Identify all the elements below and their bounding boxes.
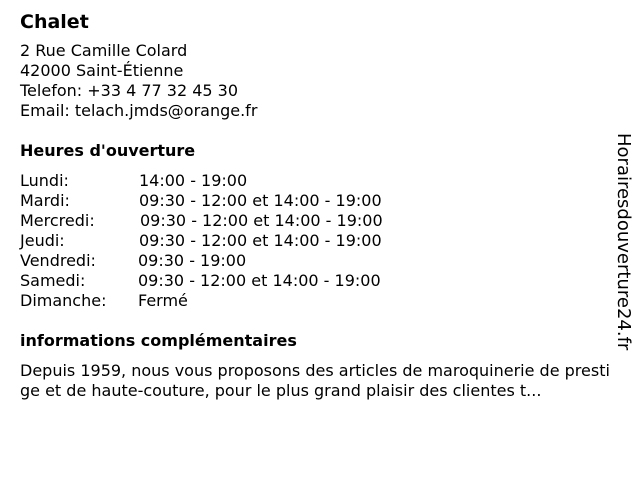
hours-time: 09:30 - 12:00 et 14:00 - 19:00 xyxy=(140,211,383,230)
email-address[interactable]: Email: telach.jmds@orange.fr xyxy=(20,101,258,120)
hours-time: 09:30 - 12:00 et 14:00 - 19:00 xyxy=(139,231,382,250)
shop-card xyxy=(20,10,620,401)
hours-day: Vendredi: xyxy=(20,251,96,270)
hours-row-jeudi xyxy=(20,231,620,251)
site-watermark: Horairesdouverture24.fr xyxy=(613,133,634,351)
hours-time: 09:30 - 12:00 et 14:00 - 19:00 xyxy=(138,271,381,290)
hours-row-mardi xyxy=(20,191,620,211)
hours-row-mercredi xyxy=(20,211,620,231)
address-street: 2 Rue Camille Colard xyxy=(20,41,188,60)
hours-day: Mardi: xyxy=(20,191,70,210)
phone-number[interactable]: Telefon: +33 4 77 32 45 30 xyxy=(20,81,239,100)
address-city: 42000 Saint-Étienne xyxy=(20,61,184,80)
additional-info-heading: informations complémentaires xyxy=(20,331,297,350)
hours-day: Mercredi: xyxy=(20,211,95,230)
hours-day: Dimanche: xyxy=(20,291,107,310)
hours-row-dimanche xyxy=(20,291,620,311)
hours-day: Jeudi: xyxy=(20,231,65,250)
hours-row-lundi xyxy=(20,171,620,191)
hours-time: Fermé xyxy=(138,291,188,310)
opening-hours-table xyxy=(20,171,620,311)
hours-day: Lundi: xyxy=(20,171,69,190)
opening-hours-heading: Heures d'ouverture xyxy=(20,141,196,160)
hours-row-vendredi xyxy=(20,251,620,271)
shop-name: Chalet xyxy=(20,11,89,33)
hours-day: Samedi: xyxy=(20,271,86,290)
hours-row-samedi xyxy=(20,271,620,291)
hours-time: 14:00 - 19:00 xyxy=(139,171,248,190)
hours-time: 09:30 - 19:00 xyxy=(138,251,247,270)
hours-time: 09:30 - 12:00 et 14:00 - 19:00 xyxy=(139,191,382,210)
shop-description: Depuis 1959, nous vous proposons des articles de maroquinerie de prestige et de haute-couture, pour le plus grand plaisir des clientes t... xyxy=(20,361,610,400)
